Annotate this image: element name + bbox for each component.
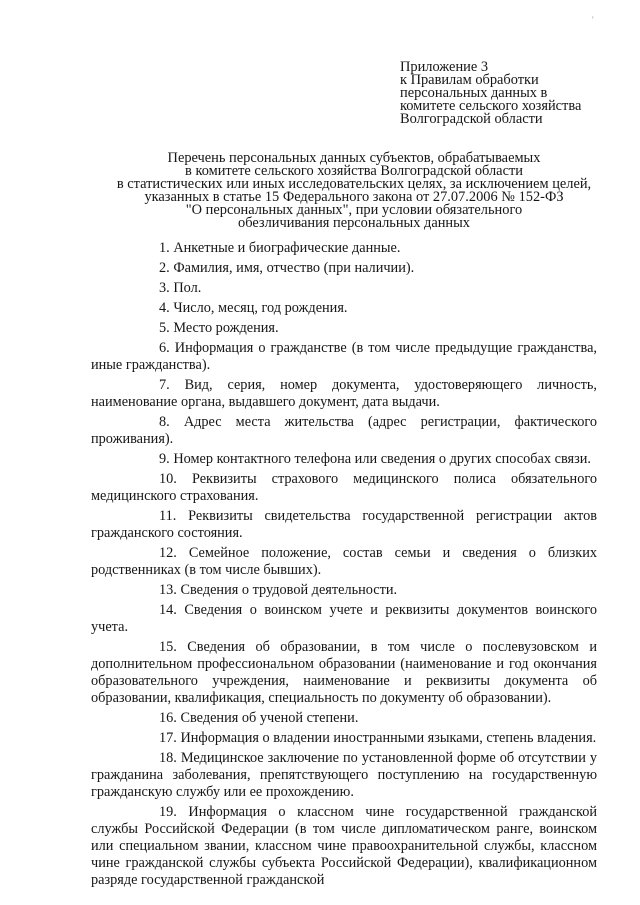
list-item <box>91 471 597 505</box>
item-text: Анкетные и биографические данные. <box>173 240 401 256</box>
item-text: Сведения об образовании, в том числе о послевузовском и дополнительном профессиональном образовании (наименование и год окончания образовательного учреждения, наименование и реквизиты документа об образовании, квалификация, специальность по документу об образовании). <box>91 639 597 706</box>
list-item <box>91 730 597 747</box>
item-number: 16. <box>159 710 177 726</box>
item-text: Вид, серия, номер документа, удостоверяющего личность, наименование органа, выдавшего документ, дата выдачи. <box>91 377 597 410</box>
item-number: 6. <box>159 340 170 356</box>
list-item <box>91 639 597 707</box>
item-number: 14. <box>159 602 177 618</box>
item-text: Информация о классном чине государственной гражданской службы Российской Федерации (в том числе дипломатическом ранге, воинском или специальном звании, классном чине правоохранительной службы, классном чине гражданской службы субъекта Российской Федерации), квалификационном разряде государственной гражданской <box>91 804 597 888</box>
item-number: 10. <box>159 471 177 487</box>
list-item <box>91 508 597 542</box>
list-item <box>91 260 597 277</box>
item-text: Реквизиты свидетельства государственной регистрации актов гражданского состояния. <box>91 508 597 541</box>
list-item <box>91 300 597 317</box>
item-number: 17. <box>159 730 177 746</box>
item-text: Реквизиты страхового медицинского полиса обязательного медицинского страхования. <box>91 471 598 504</box>
list-item <box>91 451 597 468</box>
item-text: Информация о владении иностранными языками, степень владения. <box>180 730 597 746</box>
item-text: Сведения о трудовой деятельности. <box>180 582 398 598</box>
corner-mark: ' <box>592 15 594 25</box>
list-item <box>91 545 597 579</box>
item-text: Сведения о воинском учете и реквизиты документов воинского учета. <box>91 602 597 635</box>
appendix-line: персональных данных в <box>400 85 548 101</box>
item-text: Число, месяц, год рождения. <box>173 300 348 316</box>
item-number: 5. <box>159 320 170 336</box>
item-text: Место рождения. <box>173 320 279 336</box>
item-number: 1. <box>159 240 170 256</box>
list-item <box>91 804 597 889</box>
appendix-line: к Правилам обработки <box>400 72 539 88</box>
item-number: 8. <box>159 414 170 430</box>
item-number: 15. <box>159 639 177 655</box>
appendix-header <box>400 61 630 126</box>
item-number: 12. <box>159 545 177 561</box>
list-item <box>91 582 597 599</box>
item-number: 19. <box>159 804 177 820</box>
title-line: указанных в статье 15 Федерального закона от 27.07.2006 № 152-ФЗ <box>144 189 564 205</box>
list-item <box>91 414 597 448</box>
appendix-line: Приложение 3 <box>400 59 489 75</box>
document-title <box>91 152 617 230</box>
title-line: Перечень персональных данных субъектов, обрабатываемых <box>167 150 541 166</box>
title-line: в комитете сельского хозяйства Волгоградской области <box>185 163 523 179</box>
data-list <box>91 240 597 892</box>
item-number: 18. <box>159 750 177 766</box>
list-item <box>91 240 597 257</box>
item-text: Медицинское заключение по установленной форме об отсутствии у гражданина заболевания, препятствующего поступлению на государственную гражданскую службу или ее прохождению. <box>91 750 597 800</box>
list-item <box>91 602 597 636</box>
title-line: "О персональных данных", при условии обязательного <box>185 202 523 218</box>
item-text: Фамилия, имя, отчество (при наличии). <box>173 260 415 276</box>
item-text: Сведения об ученой степени. <box>180 710 359 726</box>
list-item <box>91 280 597 297</box>
item-text: Пол. <box>173 280 202 296</box>
appendix-line: комитете сельского хозяйства <box>400 98 582 114</box>
list-item <box>91 320 597 337</box>
title-line: в статистических или иных исследовательских целях, за исключением целей, <box>116 176 592 192</box>
item-text: Семейное положение, состав семьи и сведения о близких родственниках (в том числе бывших). <box>91 545 597 578</box>
item-number: 11. <box>159 508 177 524</box>
list-item <box>91 340 597 374</box>
item-number: 7. <box>159 377 170 393</box>
item-number: 3. <box>159 280 170 296</box>
item-text: Адрес места жительства (адрес регистрации, фактического проживания). <box>91 414 597 447</box>
item-number: 9. <box>159 451 170 467</box>
list-item <box>91 377 597 411</box>
item-number: 13. <box>159 582 177 598</box>
list-item <box>91 750 597 801</box>
item-text: Номер контактного телефона или сведения о других способах связи. <box>173 451 591 467</box>
item-text: Информация о гражданстве (в том числе предыдущие гражданства, иные гражданства). <box>91 340 597 373</box>
item-number: 4. <box>159 300 170 316</box>
appendix-line: Волгоградской области <box>400 111 543 127</box>
item-number: 2. <box>159 260 170 276</box>
list-item <box>91 710 597 727</box>
title-line: обезличивания персональных данных <box>238 215 470 231</box>
